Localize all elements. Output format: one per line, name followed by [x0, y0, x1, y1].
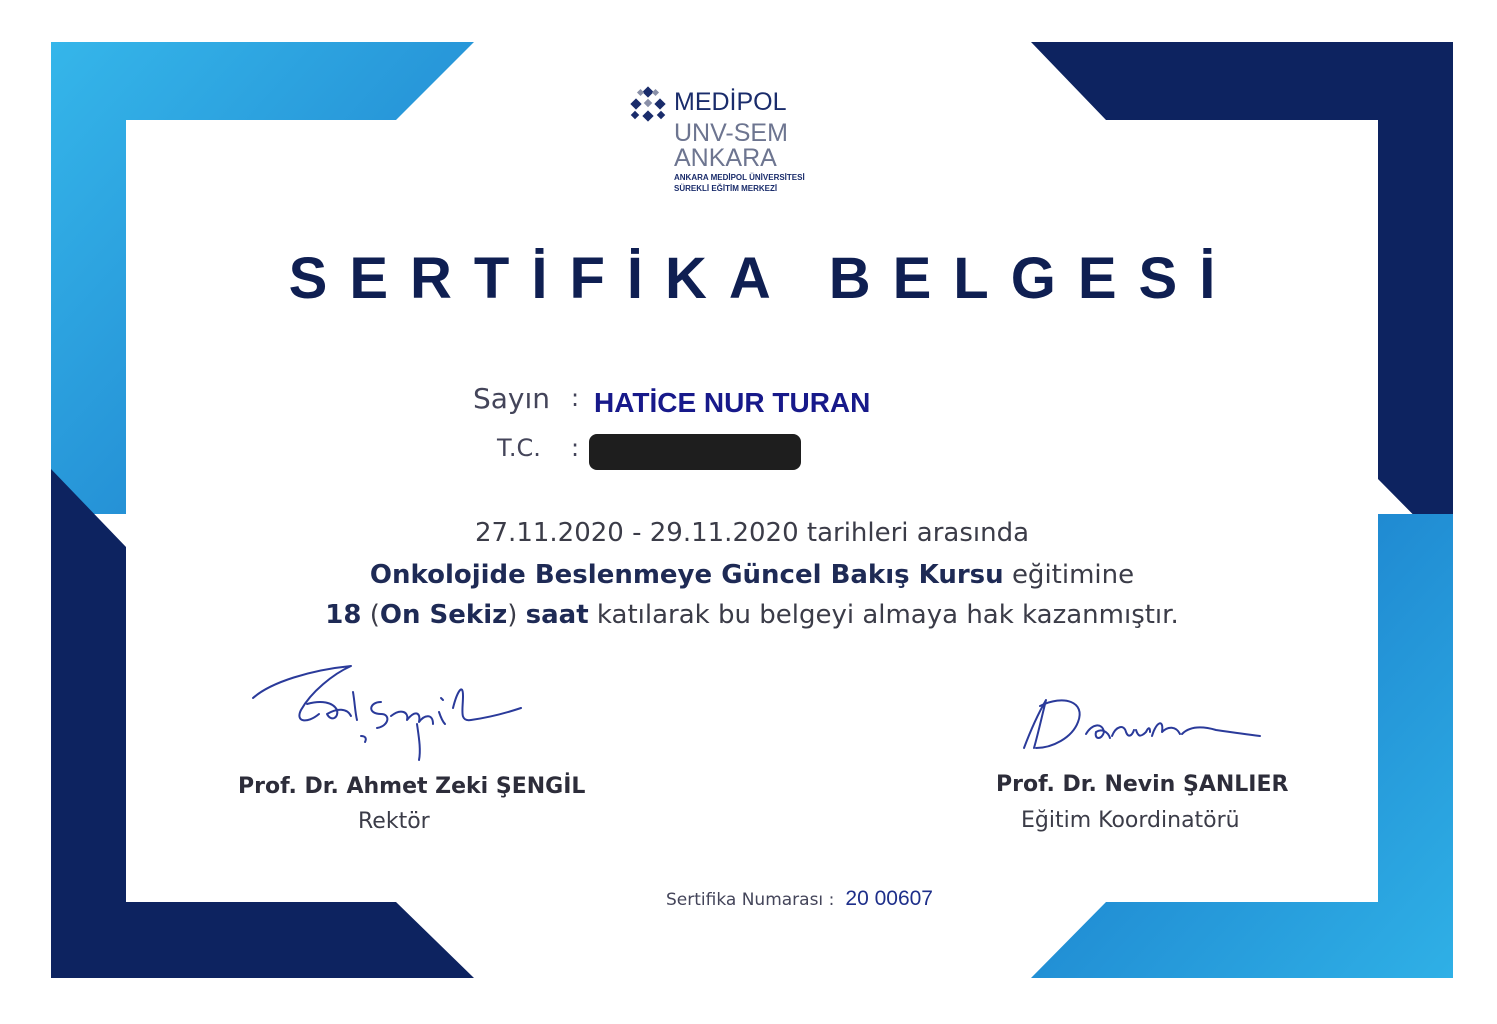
id-label: T.C. [497, 434, 541, 462]
certificate-number [666, 887, 933, 911]
logo-subtitle-university: ANKARA MEDİPOL ÜNİVERSİTESİ [674, 173, 805, 182]
medipol-logo [626, 64, 866, 193]
course-name: Onkolojide Beslenmeye Güncel Bakış Kursu [369, 560, 1004, 590]
redacted-id-number [589, 434, 801, 470]
logo-text-unv-sem: UNV-SEM [674, 119, 788, 147]
course-line [51, 562, 1453, 588]
date-range-line: 27.11.2020 - 29.11.2020 tarihleri arasında [474, 518, 1030, 548]
recipient-name: HATİCE NUR TURAN [594, 387, 871, 418]
hours-line [51, 602, 1453, 628]
medipol-logo-mark-icon [626, 86, 670, 130]
course-suffix: eğitimine [1011, 560, 1135, 590]
rector-signature [241, 652, 531, 762]
hours-unit: saat [525, 600, 589, 630]
logo-subtitle-center: SÜREKLİ EĞİTİM MERKEZİ [674, 184, 778, 193]
id-colon: : [571, 434, 580, 462]
coordinator-role: Eğitim Koordinatörü [1021, 808, 1240, 833]
certificate-title: SERTİFİKA BELGESİ [288, 246, 1238, 311]
hours-open-paren: ( [369, 600, 380, 630]
rector-name: Prof. Dr. Ahmet Zeki ŞENGİL [238, 774, 586, 799]
hours-close-paren: ) [507, 600, 518, 630]
certificate-number-value: 20 00607 [845, 887, 933, 910]
hours-suffix: katılarak bu belgeyi almaya hak kazanmıştır. [596, 600, 1179, 630]
coordinator-signature [1016, 692, 1266, 762]
name-colon: : [571, 384, 580, 412]
hours-number: 18 [325, 600, 362, 630]
coordinator-name: Prof. Dr. Nevin ŞANLIER [996, 772, 1289, 797]
hours-words: On Sekiz [379, 600, 508, 630]
rector-role: Rektör [358, 809, 430, 834]
logo-text-ankara: ANKARA [674, 144, 777, 172]
logo-text-medipol: MEDİPOL [674, 88, 787, 116]
name-label: Sayın [473, 382, 551, 415]
certificate [51, 42, 1453, 978]
certificate-number-label: Sertifika Numarası : [666, 890, 835, 910]
